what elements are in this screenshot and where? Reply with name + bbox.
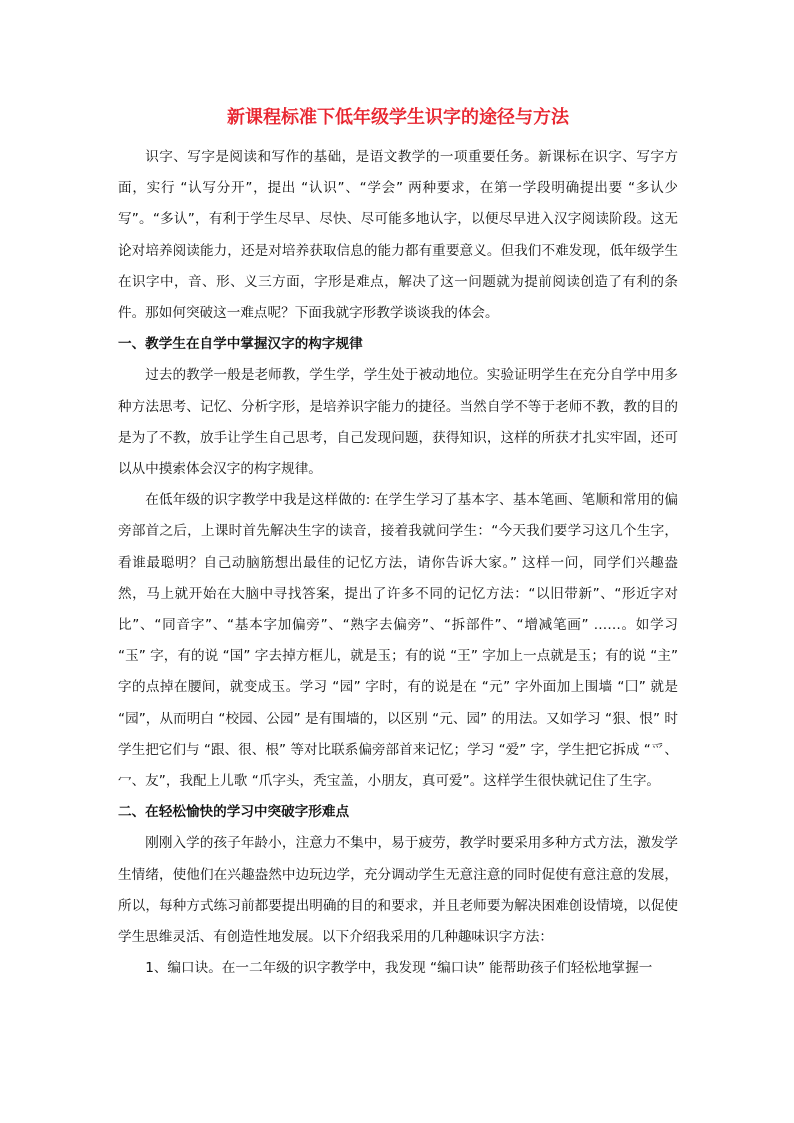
section-2-paragraph-2: 1、编口诀。在一二年级的识字教学中，我发现 “编口诀” 能帮助孩子们轻松地掌握一 (145, 960, 653, 977)
document-body (118, 142, 678, 984)
document-title: 新课程标准下低年级学生识字的途径与方法 (227, 107, 569, 128)
section-2-heading: 二、在轻松愉快的学习中突破字形难点 (118, 804, 350, 821)
section-1-heading: 一、教学生在自学中掌握汉字的构字规律 (118, 336, 363, 353)
section-1-paragraph-2: 在低年级的识字教学中我是这样做的: 在学生学习了基本字、基本笔画、笔顺和常用的偏旁部首之后，上课时首先解决生字的读音，接着我就问学生：“今天我们要学习这几个生字，看谁最聪明？自己动脑筋想出最佳的记忆方法，请你告诉大家。” 这样一问，同学们兴趣盎然，马上就开始在大脑中寻找答案，提出了许多不同的记忆方法：“以旧带新”、“形近字对比”、“同音字”、“基本字加偏旁”、“熟字去偏旁”、“拆部件”、“增减笔画” ……。如学习 “玉” 字，有的说 “国” 字去掉方框儿，就是玉；有的说 “王” 字加上一点就是玉；有的说 “主” 字的点掉在腰间，就变成玉。学习 “园” 字时，有的说是在 “元” 字外面加上围墙 “囗” 就是 “园”，从而明白 “校园、公园” 是有围墙的，以区别 “元、园” 的用法。又如学习 “狠、恨” 时学生把它们与 “跟、很、根” 等对比联系偏旁部首来记忆；学习 “爱” 字，学生把它拆成 “爫、冖、友”，我配上儿歌 “爪字头，秃宝盖，小朋友，真可爱”。这样学生很快就记住了生字。 (118, 492, 678, 790)
intro-paragraph: 识字、写字是阅读和写作的基础，是语文教学的一项重要任务。新课标在识字、写字方面，实行 “认写分开”，提出 “认识”、“学会” 两种要求，在第一学段明确提出要 “多认少写”。“多认”，有利于学生尽早、尽快、尽可能多地认字，以便尽早进入汉字阅读阶段。这无论对培养阅读能力，还是对培养获取信息的能力都有重要意义。但我们不难发现，低年级学生在识字中，音、形、义三方面，字形是难点，解决了这一问题就为提前阅读创造了有利的条件。那如何突破这一难点呢？下面我就字形教学谈谈我的体会。 (118, 149, 678, 322)
section-1-paragraph-1: 过去的教学一般是老师教，学生学，学生处于被动地位。实验证明学生在充分自学中用多种方法思考、记忆、分析字形，是培养识字能力的捷径。当然自学不等于老师不教，教的目的是为了不教，放手让学生自己思考，自己发现问题，获得知识，这样的所获才扎实牢固，还可以从中摸索体会汉字的构字规律。 (118, 367, 678, 478)
section-2-paragraph-1: 刚刚入学的孩子年龄小，注意力不集中，易于疲劳，教学时要采用多种方式方法，激发学生情绪，使他们在兴趣盎然中边玩边学，充分调动学生无意注意的同时促使有意注意的发展，所以，每种方式练习前都要提出明确的目的和要求，并且老师要为解决困难创设情境，以促使学生思维灵活、有创造性地发展。以下介绍我采用的几种趣味识字方法： (118, 835, 678, 946)
